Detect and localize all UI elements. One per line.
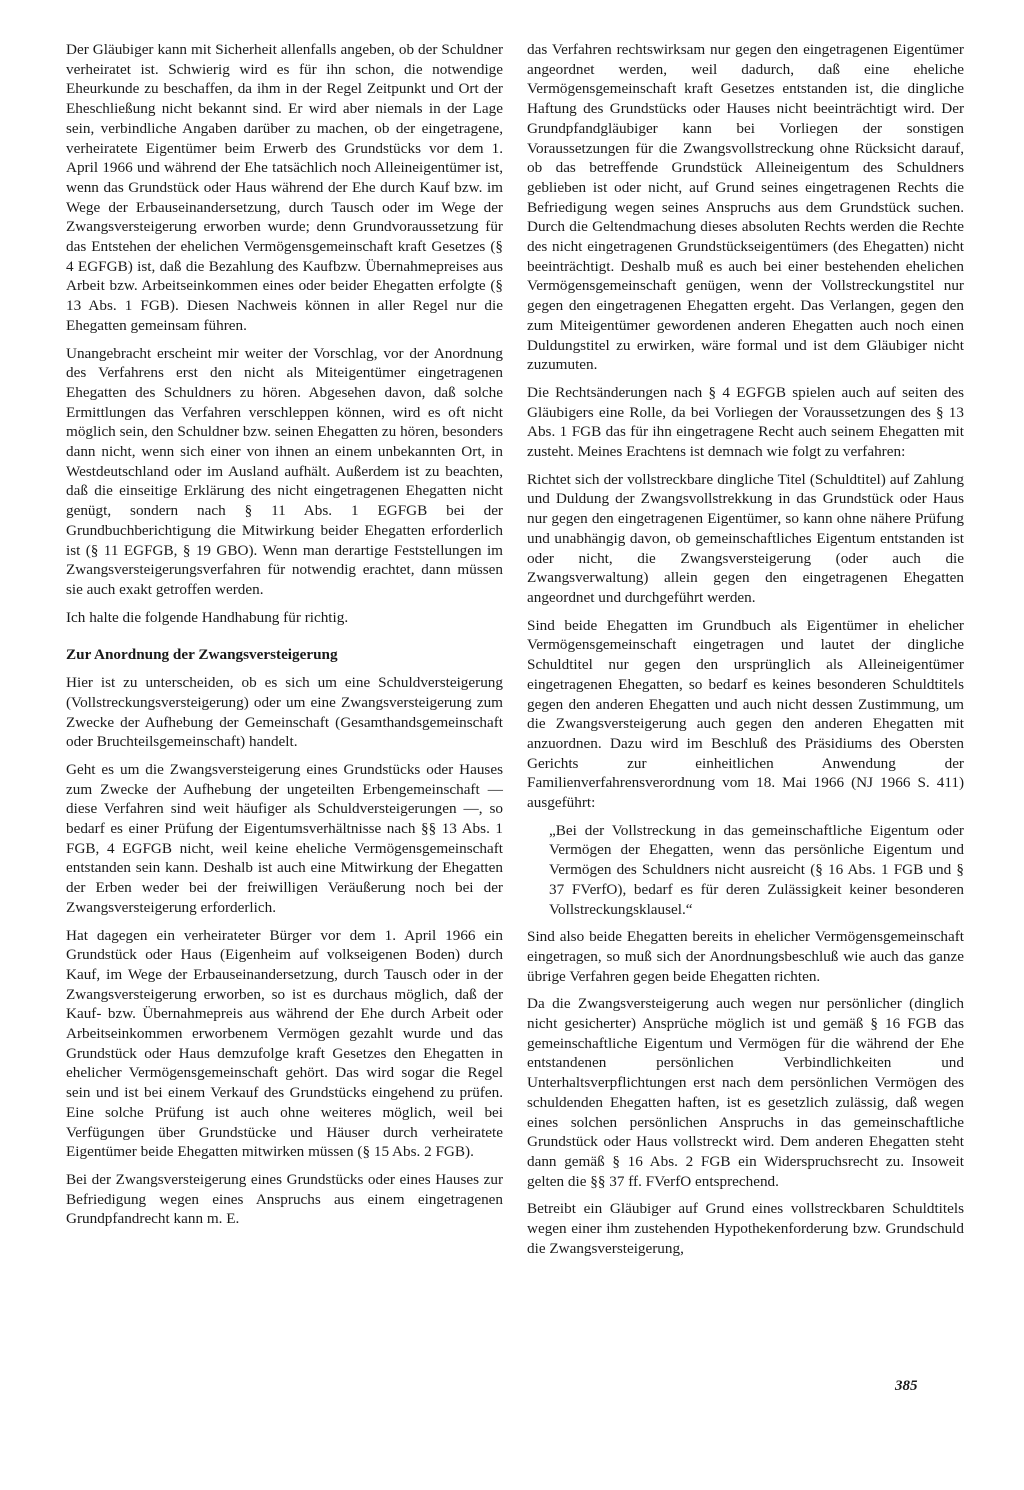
paragraph: Hier ist zu unterscheiden, ob es sich um eine Schuldversteigerung (Vollstreckungsversteigerung) oder um eine Zwangsversteigerung zum Zwecke der Aufhebung der Gemeinschaft (Gesamthandsgemeinschaft oder Bruchteilsgemeinschaft) handelt. (66, 674, 503, 751)
right-column (527, 40, 964, 1266)
paragraph: Unangebracht erscheint mir weiter der Vorschlag, vor der Anordnung des Verfahrens erst den nicht als Miteigentümer eingetragenen Ehegatten des Schuldners zu hören. Abgesehen davon, daß solche Ermittlungen das Verfahren verschleppen können, wird es oft nicht möglich sein, den Schuldner bzw. seinen Ehegatten zu hören, besonders dann nicht, wenn sich einer von ihnen an einem unbekannten Ort, in Westdeutschland oder im Ausland aufhält. Außerdem ist zu beachten, daß die einseitige Erklärung des nicht eingetragenen Ehegatten nicht genügt, sondern nach § 11 Abs. 1 EGFGB bei der Grundbuchberichtigung die Mitwirkung beider Ehegatten erforderlich ist (§ 11 EGFGB, § 19 GBO). Wenn man derartige Feststellungen im Zwangsversteigerungsverfahren für notwendig erachtet, dann müssen sie auch exakt getroffen werden. (66, 344, 503, 598)
paragraph: Die Rechtsänderungen nach § 4 EGFGB spielen auch auf seiten des Gläubigers eine Rolle, da bei Vorliegen der Voraussetzungen des § 13 Abs. 1 FGB das für ihn eingetragene Recht auch seinem Ehegatten mit zusteht. Meines Erachtens ist demnach wie folgt zu verfahren: (527, 383, 964, 461)
section-heading: Zur Anordnung der Zwangsversteigerung (66, 646, 338, 664)
paragraph: Sind also beide Ehegatten bereits in ehelicher Vermögensgemeinschaft eingetragen, so muß sich der Anordnungsbeschluß wie auch das ganze übrige Verfahren gegen beide Ehegatten richten. (527, 928, 964, 985)
paragraph: Hat dagegen ein verheirateter Bürger vor dem 1. April 1966 ein Grundstück oder Haus (Eigenheim auf volkseigenen Boden) durch Kauf, im Wege der Erbauseinandersetzung, durch Tausch oder in der Zwangsversteigerung erworben, so ist es durchaus möglich, daß der Kauf- bzw. Übernahmepreis aus während der Ehe durch Arbeit oder Arbeitseinkommen erworbenem Vermögen gezahlt wurde und das Grundstück oder Haus demzufolge kraft Gesetzes den Ehegatten in ehelicher Vermögensgemeinschaft gehört. Das wird sogar die Regel sein und ist bei einem Verkauf des Grundstücks eingehend zu prüfen. Eine solche Prüfung ist auch ohne weiteres möglich, weil bei Verfügungen über Grundstücke und Häuser durch verheiratete Eigentümer beide Ehegatten mitwirken müssen (§ 15 Abs. 2 FGB). (66, 926, 503, 1161)
block-quote: „Bei der Vollstreckung in das gemeinschaftliche Eigentum oder Vermögen der Ehegatten, wenn das persönliche Eigentum und Vermögen des Schuldners nicht ausreicht (§ 16 Abs. 1 FGB und § 37 FVerfO), bedarf es für deren Zulässigkeit keiner besonderen Vollstreckungsklausel.“ (549, 821, 964, 918)
paragraph: das Verfahren rechtswirksam nur gegen den eingetragenen Eigentümer angeordnet werden, weil dadurch, daß eine eheliche Vermögensgemeinschaft kraft Gesetzes entstanden ist, die dingliche Haftung des Grundstücks oder Hauses nicht beeinträchtigt wird. Der Grundpfandgläubiger kann bei Vorliegen der sonstigen Voraussetzungen für die Zwangsvollstreckung ohne Rücksicht darauf, ob das betreffende Grundstück Alleineigentum des Schuldners geblieben ist oder nicht, auf Grund seines eingetragenen Rechts die Befriedigung wegen seines Anspruchs aus dem Grundstück suchen. Durch die Geltendmachung dieses absoluten Rechts werden die Rechte des nicht eingetragenen Grundstückseigentümers (des Ehegatten) nicht beeinträchtigt. Deshalb muß es auch bei einer bestehenden ehelichen Vermögensgemeinschaft genügen, wenn der Vollstreckungstitel nur gegen den eingetragenen Ehegatten ergeht. Das Verlangen, gegen den zum Miteigentümer gewordenen anderen Ehegatten auch noch einen Duldungstitel zu erwirken, wäre formal und ist dem Gläubiger nicht zuzumuten. (527, 41, 964, 374)
paragraph: Bei der Zwangsversteigerung eines Grundstücks oder eines Hauses zur Befriedigung wegen eines Anspruchs aus einem eingetragenen Grundpfandrecht kann m. E. (66, 1170, 503, 1228)
left-column (66, 40, 503, 1237)
page-number: 385 (895, 1378, 918, 1394)
paragraph: Der Gläubiger kann mit Sicherheit allenfalls angeben, ob der Schuldner verheiratet ist. Schwierig wird es für ihn schon, die notwendige Eheurkunde zu beschaffen, da ihm in der Regel Zeitpunkt und Ort der Eheschließung nicht bekannt sind. Er wird aber niemals in der Lage sein, verbindliche Angaben darüber zu machen, ob der eingetragene, verheiratete Eigentümer beim Erwerb des Grundstücks vor dem 1. April 1966 und während der Ehe tatsächlich noch Alleineigentümer ist, wenn das Grundstück oder Haus während der Ehe durch Kauf bzw. im Wege der Erbauseinandersetzung, durch Tausch oder im Wege der Zwangsversteigerung erworben wurde; denn Grundvoraussetzung für das Entstehen der ehelichen Vermögensgemeinschaft kraft Gesetzes (§ 4 EGFGB) ist, daß die Bezahlung des Kaufbzw. Übernahmepreises aus Arbeit bzw. Arbeitseinkommen eines oder beider Ehegatten erfolgte (§ 13 Abs. 1 FGB). Diesen Nachweis können in aller Regel nur die Ehegatten gemeinsam führen. (66, 41, 503, 334)
paragraph: Sind beide Ehegatten im Grundbuch als Eigentümer in ehelicher Vermögensgemeinschaft eingetragen und lautet der dingliche Schuldtitel nur gegen den ursprünglich als Alleineigentümer eingetragenen Ehegatten, so bedarf es keines besonderen Schuldtitels gegen den anderen Ehegatten und auch nicht dessen Zustimmung, um die Zwangsversteigerung auch gegen den anderen Ehegatten mit anzuordnen. Dazu wird im Beschluß des Präsidiums des Obersten Gerichts zur einheitlichen Anwendung der Familienverfahrensverordnung vom 18. Mai 1966 (NJ 1966 S. 411) ausgeführt: (527, 616, 964, 812)
paragraph: Geht es um die Zwangsversteigerung eines Grundstücks oder Hauses zum Zwecke der Aufhebung der ungeteilten Erbengemeinschaft — diese Verfahren sind weit häufiger als Schuldversteigerungen —, so bedarf es einer Prüfung der Eigentumsverhältnisse nach §§ 13 Abs. 1 FGB, 4 EGFGB nicht, weil keine eheliche Vermögensgemeinschaft entstanden sein kann. Deshalb ist auch eine Mitwirkung der Ehegatten der Erben weder bei der freiwilligen Veräußerung noch bei der Zwangsversteigerung erforderlich. (66, 760, 503, 916)
paragraph: Ich halte die folgende Handhabung für richtig. (66, 608, 349, 626)
paragraph: Richtet sich der vollstreckbare dingliche Titel (Schuldtitel) auf Zahlung und Duldung der Zwangsvollstrekkung in das Grundstück oder Haus nur gegen den eingetragenen Eigentümer, so kann ohne nähere Prüfung und unabhängig davon, ob gemeinschaftliches Eigentum entstanden ist oder nicht, die Zwangsversteigerung (oder auch die Zwangsverwaltung) allein gegen den eingetragenen Ehegatten angeordnet und durchgeführt werden. (527, 470, 964, 606)
paragraph: Da die Zwangsversteigerung auch wegen nur persönlicher (dinglich nicht gesicherter) Ansprüche möglich ist und gemäß § 16 FGB das gemeinschaftliche Eigentum und Vermögen für die während der Ehe entstandenen persönlichen Verbindlichkeiten und Unterhaltsverpflichtungen erst nach dem persönlichen Vermögen des schuldenden Ehegatten haften, ist es gesetzlich zulässig, daß wegen eines solchen persönlichen Anspruchs in das gemeinschaftliche Grundstück oder Haus vollstreckt wird. Dem anderen Ehegatten steht dann gemäß § 16 Abs. 2 FGB ein Widerspruchsrecht zu. Insoweit gelten die §§ 37 ff. FVerfO entsprechend. (527, 995, 964, 1190)
paragraph: Betreibt ein Gläubiger auf Grund eines vollstreckbaren Schuldtitels wegen einer ihm zustehenden Hypothekenforderung bzw. Grundschuld die Zwangsversteigerung, (527, 1200, 964, 1257)
